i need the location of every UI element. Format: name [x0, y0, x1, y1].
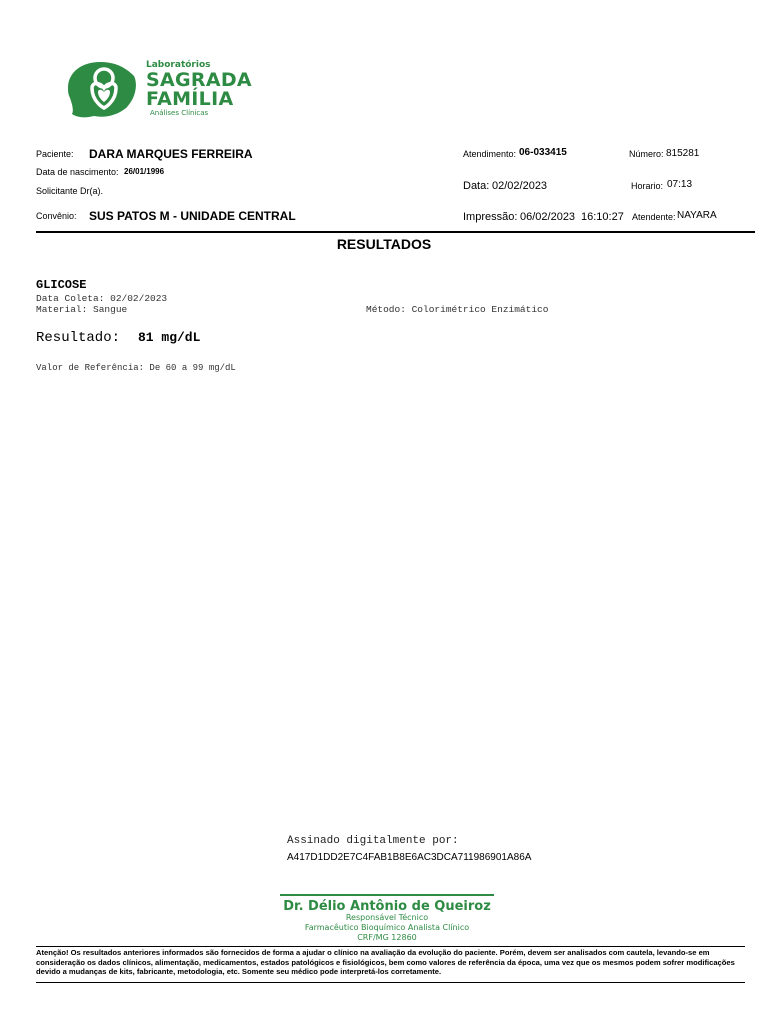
- signature-line: [280, 894, 494, 896]
- number-label: Número:: [629, 149, 664, 159]
- attendant-value: NAYARA: [677, 210, 717, 221]
- reference-range: Valor de Referência: De 60 a 99 mg/dL: [36, 363, 236, 373]
- signer-name: Dr. Délio Antônio de Queiroz: [283, 899, 491, 914]
- patient-label: Paciente:: [36, 149, 74, 159]
- attendance-value: 06-033415: [519, 147, 567, 158]
- lab-emblem-icon: [64, 58, 140, 120]
- requester-label: Solicitante Dr(a).: [36, 186, 104, 196]
- time-value: 07:13: [667, 179, 693, 190]
- exam-name: GLICOSE: [36, 278, 87, 292]
- signer-title: Farmacêutico Bioquímico Analista Clínico: [304, 923, 470, 932]
- method: Método: Colorimétrico Enzimático: [366, 304, 549, 315]
- patient-name: DARA MARQUES FERREIRA: [89, 147, 253, 161]
- dob-value: 26/01/1996: [124, 167, 165, 176]
- lab-tagline: Análises Clínicas: [150, 109, 209, 117]
- signer-role: Responsável Técnico: [345, 913, 429, 922]
- lab-name-line2: FAMÍLIA: [146, 88, 234, 110]
- attendance-label: Atendimento:: [463, 149, 517, 159]
- material: Material: Sangue: [36, 304, 128, 315]
- number-value: 815281: [666, 148, 700, 159]
- collection-date: Data Coleta: 02/02/2023: [36, 293, 168, 304]
- time-label: Horario:: [631, 181, 664, 191]
- footer-divider-bottom: [36, 982, 745, 983]
- date-label: Data:: [463, 180, 490, 192]
- print-time: 16:10:27: [581, 211, 624, 223]
- disclaimer: Atenção! Os resultados anteriores informados são fornecidos de forma a ajudar o clínico na avaliação da evolução do paciente. Porém, devem ser analisados com cautela, levando-se em consideração os dados clínicos, alimentação, medicamentos, estados patológicos e fisiológicos, bem como valores de referência da época, uma vez que os mesmos podem sofrer modificações devido a mudanças de kits, fabricante, metodologia, etc. Somente seu médico pode interpretá-los corretamente.: [36, 948, 735, 977]
- lab-prefix: Laboratórios: [146, 60, 211, 70]
- insurance-label: Convênio:: [36, 211, 77, 221]
- lab-name-line1: SAGRADA: [146, 69, 252, 91]
- signature-hash: A417D1DD2E7C4FAB1B8E6AC3DCA711986901A86A: [287, 852, 532, 863]
- print-date: 06/02/2023: [520, 211, 576, 223]
- result-label: Resultado:: [36, 330, 121, 346]
- footer-divider-top: [36, 946, 745, 947]
- results-heading: RESULTADOS: [336, 236, 432, 252]
- header-divider: [36, 231, 755, 233]
- attendant-label: Atendente:: [632, 212, 676, 222]
- signed-label: Assinado digitalmente por:: [287, 835, 459, 847]
- lab-logo: [64, 58, 252, 120]
- insurance-value: SUS PATOS M - UNIDADE CENTRAL: [89, 209, 296, 223]
- date-value: 02/02/2023: [492, 180, 548, 192]
- result-value: 81 mg/dL: [138, 330, 201, 345]
- signer-registry: CRF/MG 12860: [357, 933, 417, 942]
- print-label: Impressão:: [463, 211, 518, 223]
- dob-label: Data de nascimento:: [36, 167, 119, 177]
